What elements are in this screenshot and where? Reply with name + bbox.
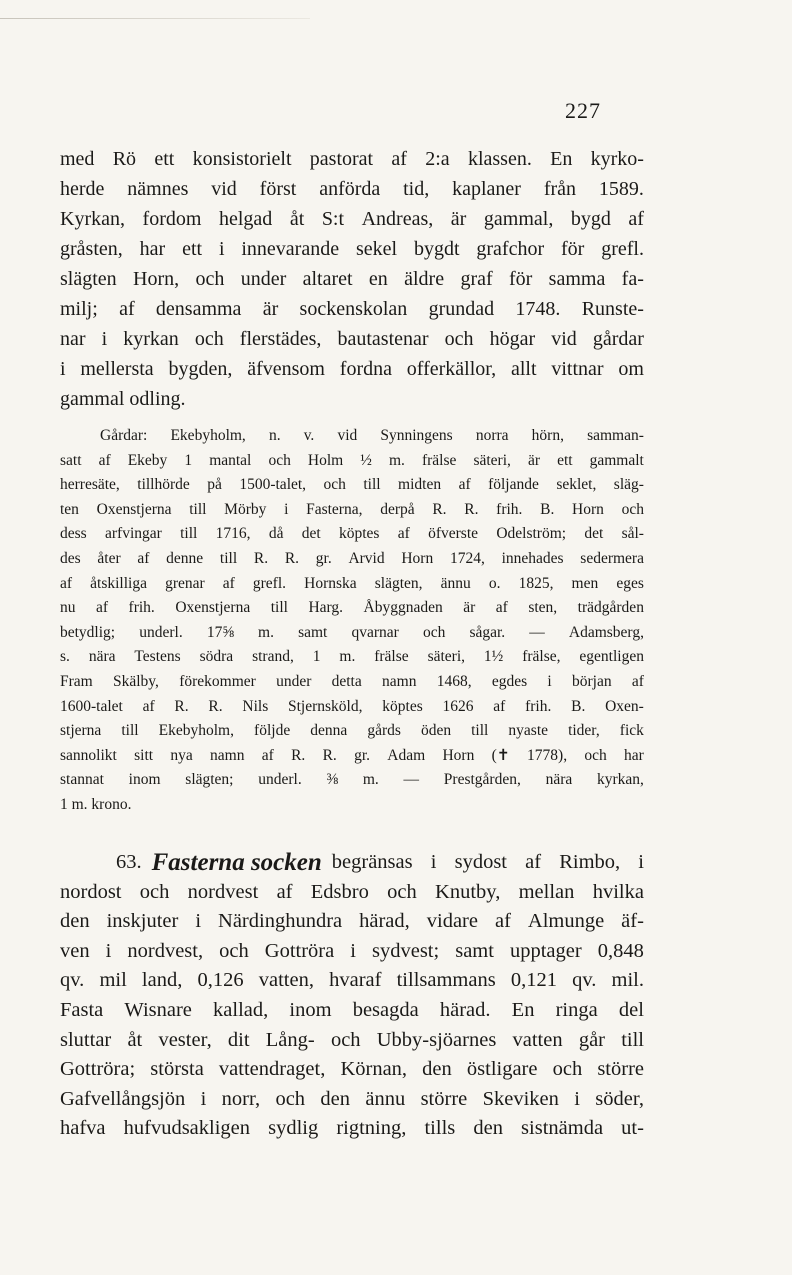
text-line: hafva hufvudsakligen sydlig rigtning, tills den sistnämda ut- (60, 1117, 644, 1140)
text-line: gammal odling. (60, 388, 186, 410)
text-line: Fasta Wisnare kallad, inom besagda härad. En ringa del (60, 998, 644, 1021)
text-line: Gottröra; största vattendraget, Körnan, den östligare och större (60, 1058, 644, 1081)
page-number: 227 (565, 98, 601, 123)
text-line-segment: begränsas i sydost af Rimbo, i (331, 851, 644, 873)
text-line: 1 m. krono. (60, 795, 132, 813)
text-line: stjerna till Ekebyholm, följde denna gårds öden till nyaste tider, fick (60, 722, 644, 740)
text-line: Gafvellångsjön i norr, och den ännu större Skeviken i söder, (60, 1087, 644, 1110)
text-line: satt af Ekeby 1 mantal och Holm ½ m. frälse säteri, är ett gammalt (60, 451, 644, 469)
paragraph-fasterna-parish (60, 848, 644, 1144)
text-line: nu af frih. Oxenstjerna till Harg. Åbyggnaden är af sten, trädgården (60, 599, 644, 617)
paragraph-parish-history (60, 144, 644, 414)
text-line: ven i nordvest, och Gottröra i sydvest; samt upptager 0,848 (60, 939, 644, 962)
text-line: nar i kyrkan och flerstädes, bautastenar och högar vid gårdar (60, 328, 644, 350)
text-line: des åter af denne till R. R. gr. Arvid Horn 1724, innehades sedermera (60, 549, 644, 567)
section-number: 63. (116, 851, 142, 873)
text-line: med Rö ett konsistorielt pastorat af 2:a klassen. En kyrko- (60, 148, 644, 170)
text-line: Fram Skälby, förekommer under detta namn 1468, egdes i början af (60, 672, 644, 690)
text-line: i mellersta bygden, äfvensom fordna offerkällor, allt vittnar om (60, 358, 644, 380)
text-line: stannat inom slägten; underl. ⅜ m. — Prestgården, nära kyrkan, (60, 771, 644, 789)
paragraph-estates (60, 424, 644, 818)
text-line: dess arfvingar till 1716, då det köptes af öfverste Odelström; det sål- (60, 525, 644, 543)
text-line: sannolikt sitt nya namn af R. R. gr. Adam Horn (✝ 1778), och har (60, 746, 644, 764)
text-line: ten Oxenstjerna till Mörby i Fasterna, derpå R. R. frih. B. Horn och (60, 500, 644, 518)
text-line: qv. mil land, 0,126 vatten, hvaraf tillsammans 0,121 qv. mil. (60, 969, 644, 992)
text-line: sluttar åt vester, dit Lång- och Ubby-sjöarnes vatten går till (60, 1028, 644, 1051)
text-line: herde nämnes vid först anförda tid, kaplaner från 1589. (60, 178, 644, 200)
text-line: Kyrkan, fordom helgad åt S:t Andreas, är gammal, bygd af (60, 208, 644, 230)
text-line: den inskjuter i Närdinghundra härad, vidare af Almunge äf- (60, 910, 644, 933)
text-line: gråsten, har ett i innevarande sekel bygdt grafchor för grefl. (60, 238, 644, 260)
section-heading: Fasterna socken (151, 849, 322, 876)
text-line: slägten Horn, och under altaret en äldre graf för samma fa- (60, 268, 644, 290)
text-line: herresäte, tillhörde på 1500-talet, och till midten af följande seklet, släg- (60, 476, 644, 494)
text-line: Gårdar: Ekebyholm, n. v. vid Synningens norra hörn, samman- (100, 427, 644, 444)
text-line: betydlig; underl. 17⅝ m. samt qvarnar och sågar. — Adamsberg, (60, 623, 644, 641)
text-line: 1600-talet af R. R. Nils Stjernsköld, köptes 1626 af frih. B. Oxen- (60, 697, 644, 715)
text-line: af åtskilliga grenar af grefl. Hornska slägten, ännu o. 1825, men eges (60, 574, 644, 592)
text-line (60, 848, 644, 878)
text-line: s. nära Testens södra strand, 1 m. frälse säteri, 1½ frälse, egentligen (60, 648, 644, 666)
text-line: milj; af densamma är sockenskolan grundad 1748. Runste- (60, 298, 644, 320)
text-line: nordost och nordvest af Edsbro och Knutby, mellan hvilka (60, 880, 644, 903)
top-edge-line (0, 18, 310, 19)
